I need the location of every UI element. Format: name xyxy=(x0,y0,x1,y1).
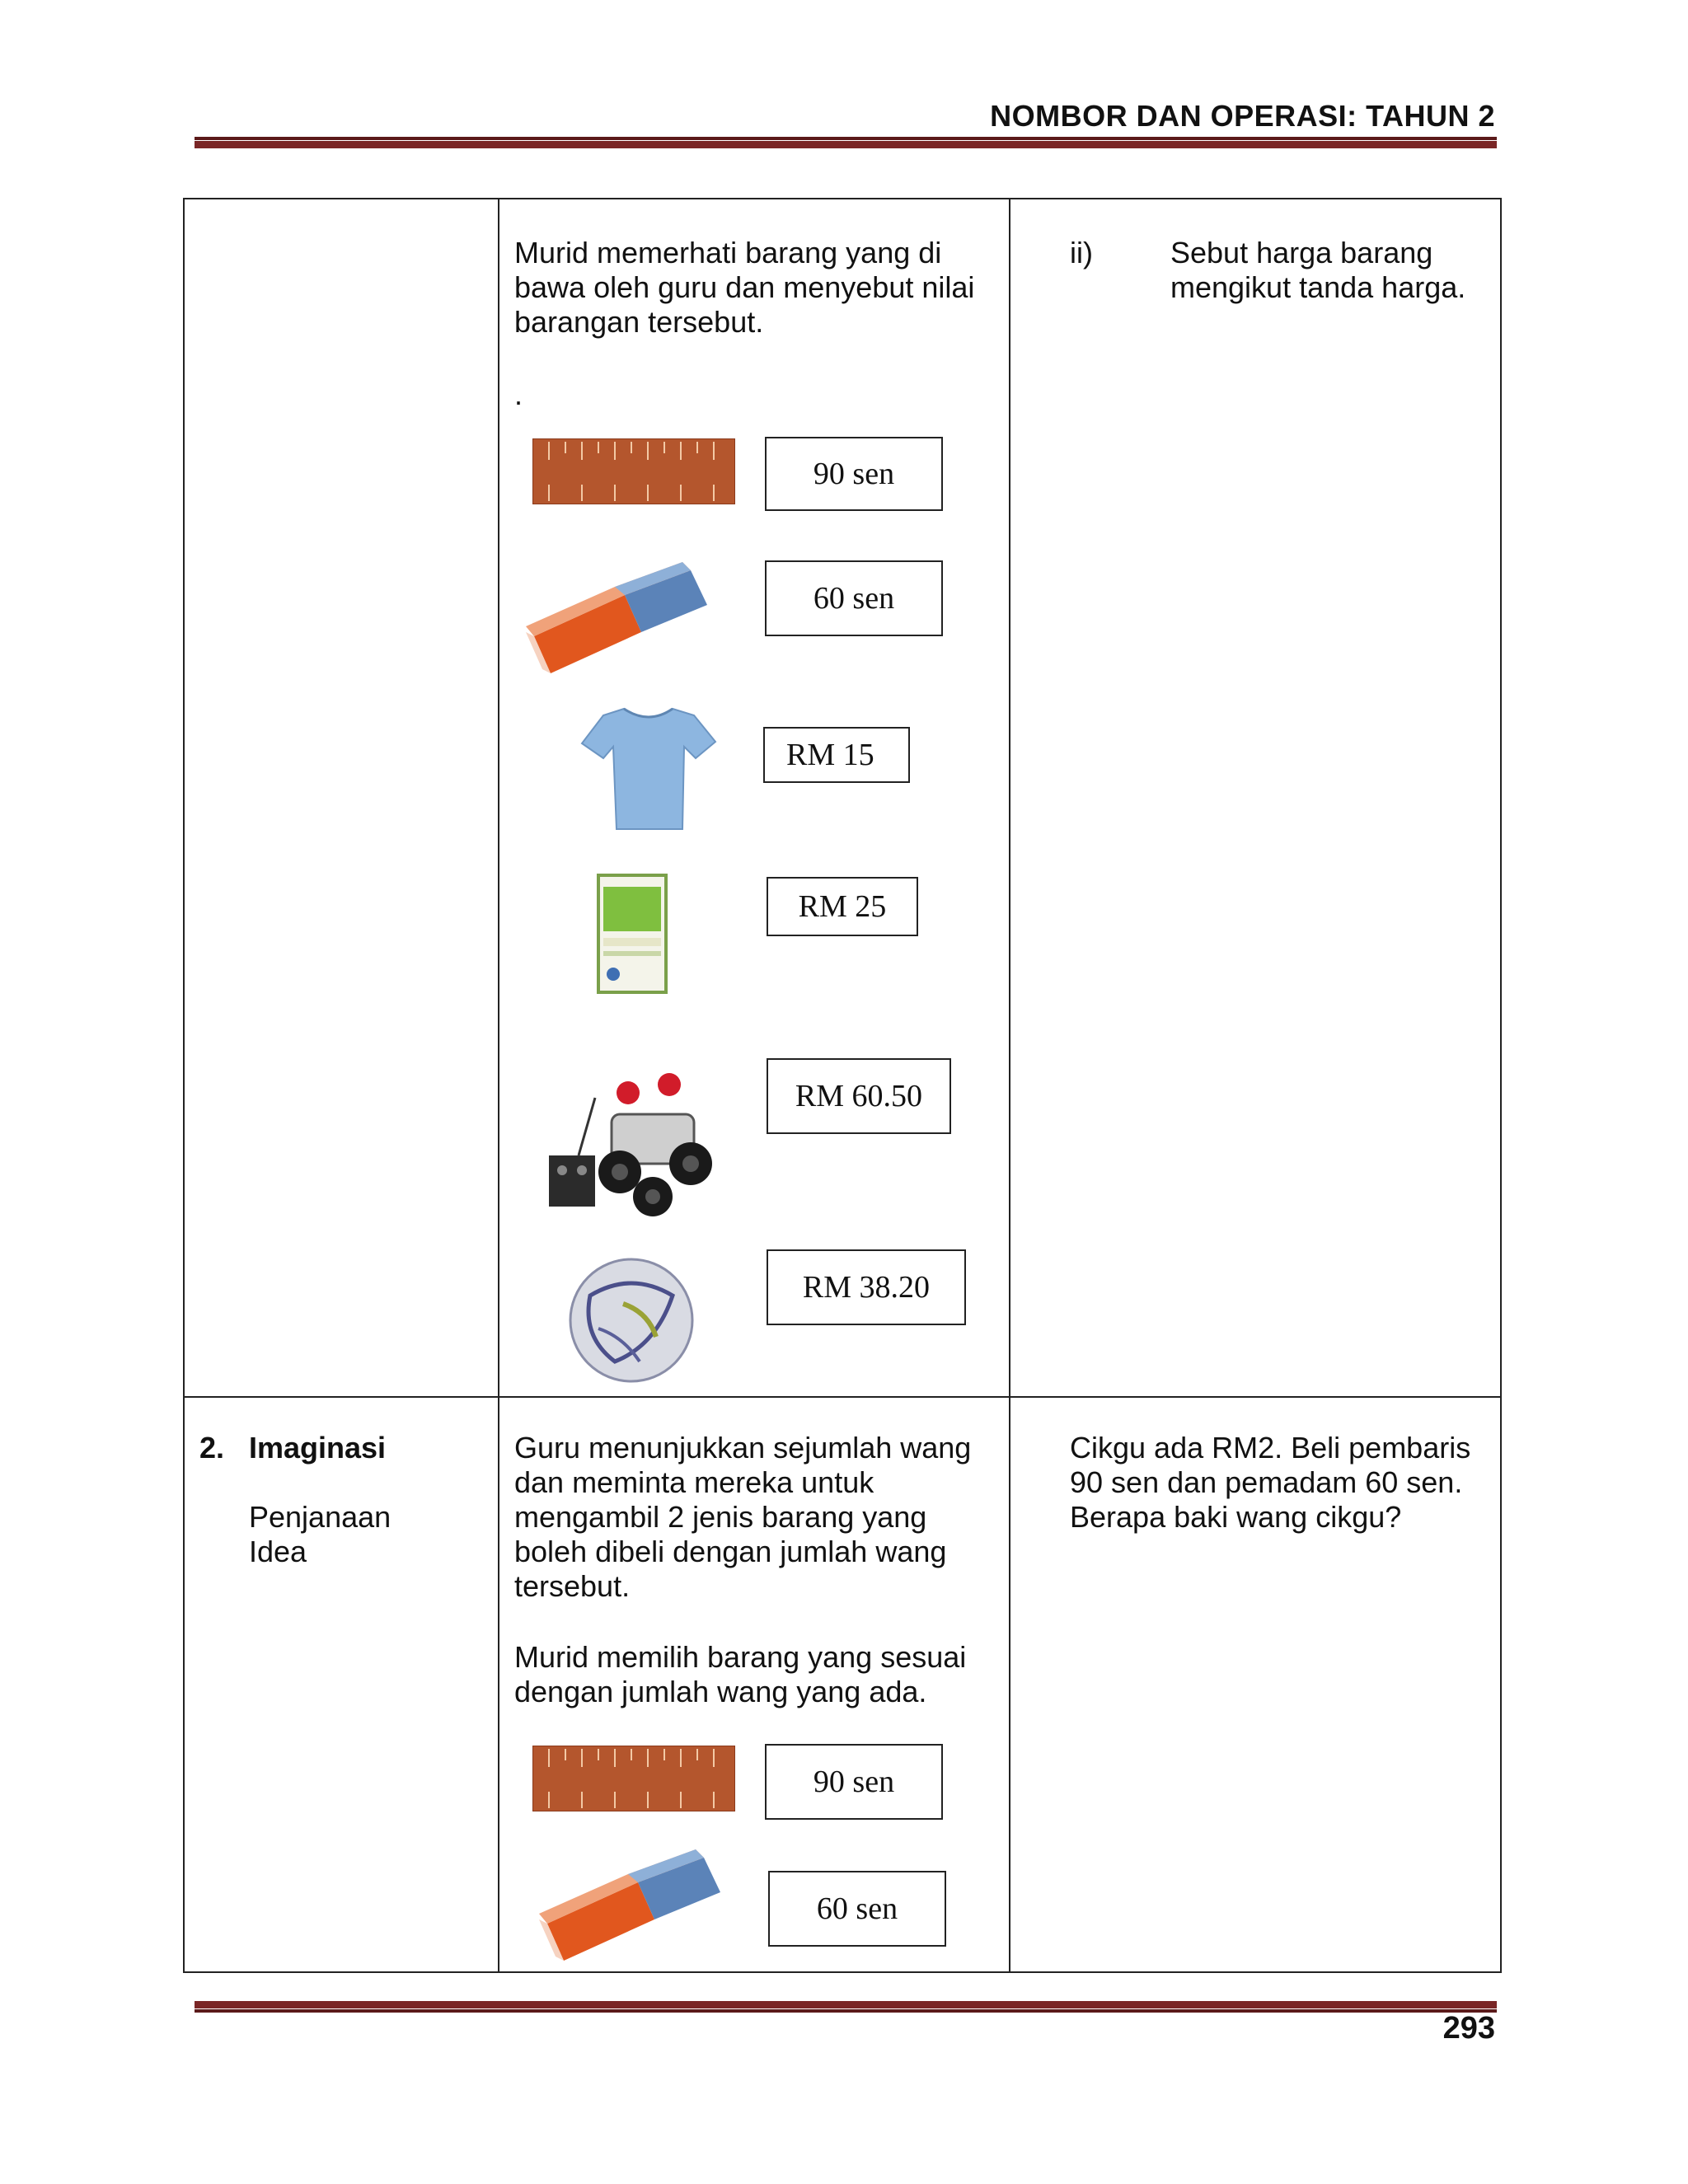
activity-text: Murid memerhati barang yang di bawa oleh guru dan menyebut nilai barangan tersebut. xyxy=(514,236,975,339)
stray-dot: . xyxy=(514,377,523,411)
price-tag-book: RM 25 xyxy=(767,877,918,936)
footer-rule-thick xyxy=(195,2001,1497,2008)
note-text: Sebut harga barang mengikut tanda harga. xyxy=(1170,236,1466,304)
price-tag-eraser: 60 sen xyxy=(765,560,943,636)
footer-rule-thin xyxy=(195,2009,1497,2013)
step-subtitle: Penjanaan Idea xyxy=(249,1500,392,1568)
activity-text-2: Murid memilih barang yang sesuai dengan jumlah wang yang ada. xyxy=(514,1640,967,1708)
price-tag-toy-car: RM 60.50 xyxy=(767,1058,951,1134)
lesson-table xyxy=(183,198,1502,1973)
ruler-icon xyxy=(532,1746,735,1811)
price-tag-ruler: 90 sen xyxy=(765,437,943,511)
activity-cell xyxy=(499,199,1010,1397)
eraser-icon xyxy=(518,554,715,677)
step-number: 2. xyxy=(199,1431,225,1465)
price-tag-eraser: 60 sen xyxy=(768,1871,946,1947)
note-text: Cikgu ada RM2. Beli pembaris 90 sen dan pemadam 60 sen. Berapa baki wang cikgu? xyxy=(1070,1431,1471,1534)
header-rule-thick xyxy=(195,141,1497,148)
book-icon xyxy=(593,872,671,996)
price-tag-ruler: 90 sen xyxy=(765,1744,943,1820)
tshirt-icon xyxy=(579,704,719,834)
note-label: ii) xyxy=(1070,236,1093,269)
table-row xyxy=(184,199,1501,1397)
activity-cell xyxy=(499,1397,1010,1972)
header-rule-thin xyxy=(195,137,1497,140)
ruler-icon xyxy=(532,438,735,504)
toy-car-icon xyxy=(546,1065,727,1221)
eraser-icon xyxy=(531,1841,729,1965)
activity-text-1: Guru menunjukkan sejumlah wang dan meminta mereka untuk mengambil 2 jenis barang yang boleh dibeli dengan jumlah wang tersebut. xyxy=(514,1431,972,1603)
note-cell xyxy=(1010,1397,1501,1972)
page-header-title: NOMBOR DAN OPERASI: TAHUN 2 xyxy=(990,99,1495,133)
step-title: Imaginasi xyxy=(249,1431,387,1465)
table-row xyxy=(184,1397,1501,1972)
step-cell xyxy=(184,1397,499,1972)
price-tag-ball: RM 38.20 xyxy=(767,1249,966,1325)
ball-icon xyxy=(565,1254,697,1386)
step-cell-empty xyxy=(184,199,499,1397)
price-tag-tshirt: RM 15 xyxy=(763,727,910,783)
note-cell xyxy=(1010,199,1501,1397)
page-number: 293 xyxy=(1442,2011,1495,2046)
